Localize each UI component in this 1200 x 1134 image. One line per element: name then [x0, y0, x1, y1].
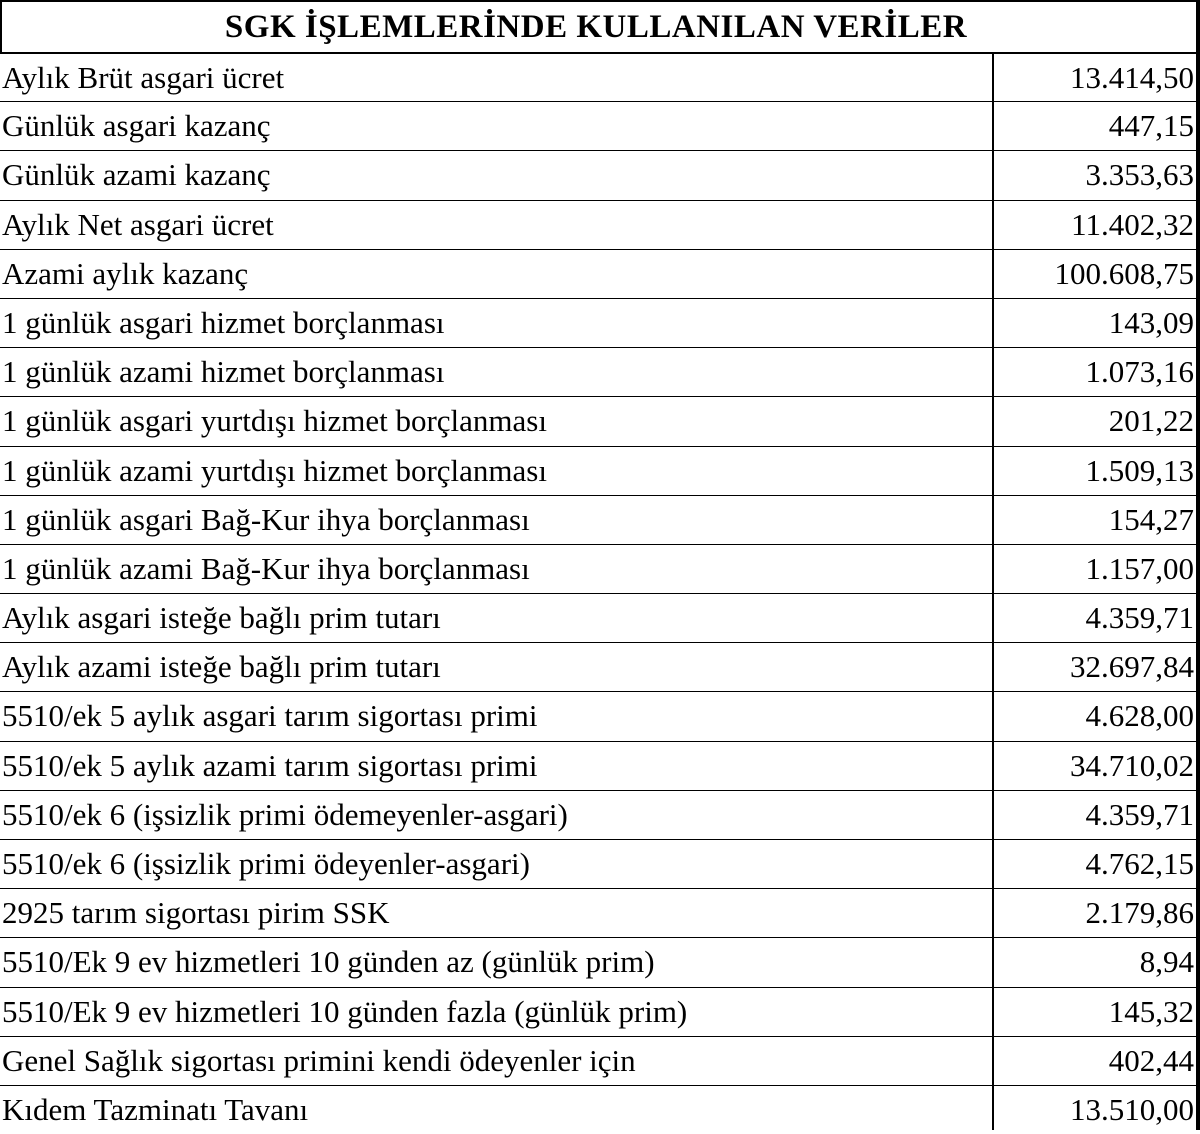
table-row [0, 790, 1196, 839]
column-divider [992, 52, 994, 1130]
row-label: Aylık Net asgari ücret [2, 206, 274, 242]
row-label: 5510/Ek 9 ev hizmetleri 10 günden fazla (günlük prim) [2, 993, 688, 1029]
table-row [0, 495, 1196, 544]
row-label: Günlük azami kazanç [2, 157, 271, 193]
row-label: 5510/ek 6 (işsizlik primi ödeyenler-asgari) [2, 846, 530, 881]
row-label: 2925 tarım sigortası pirim SSK [2, 895, 390, 931]
row-value: 2.179,86 [1085, 895, 1194, 931]
row-value: 402,44 [1108, 1042, 1194, 1078]
row-label: Aylık azami isteğe bağlı prim tutarı [2, 649, 441, 685]
row-value: 447,15 [1108, 108, 1194, 144]
table-row [0, 937, 1196, 986]
table-body [0, 52, 1196, 1134]
row-label: Günlük asgari kazanç [2, 108, 271, 144]
row-value: 4.359,71 [1085, 796, 1194, 832]
table-row [0, 150, 1196, 199]
row-value: 154,27 [1108, 501, 1194, 537]
row-label: 1 günlük asgari Bağ-Kur ihya borçlanması [2, 501, 530, 537]
row-value: 4.628,00 [1085, 698, 1194, 734]
table-row [0, 839, 1196, 888]
table-title-row [0, 0, 1200, 52]
row-value: 13.414,50 [1070, 60, 1194, 95]
row-label: 1 günlük azami Bağ-Kur ihya borçlanması [2, 550, 530, 586]
row-value: 34.710,02 [1070, 747, 1194, 783]
table-row [0, 593, 1196, 642]
row-label: 5510/ek 6 (işsizlik primi ödemeyenler-asgari) [2, 796, 568, 832]
row-label: 1 günlük asgari hizmet borçlanması [2, 304, 445, 340]
row-value: 1.073,16 [1085, 354, 1194, 390]
table-row [0, 1036, 1196, 1085]
row-label: Azami aylık kazanç [2, 255, 249, 291]
table-row [0, 396, 1196, 445]
table-row [0, 544, 1196, 593]
row-label: 5510/Ek 9 ev hizmetleri 10 günden az (günlük prim) [2, 944, 655, 980]
row-value: 4.762,15 [1085, 846, 1194, 881]
row-value: 8,94 [1139, 944, 1194, 980]
row-label: 1 günlük asgari yurtdışı hizmet borçlanması [2, 403, 547, 439]
row-value: 11.402,32 [1071, 206, 1194, 242]
row-value: 145,32 [1108, 993, 1194, 1029]
row-value: 201,22 [1108, 403, 1194, 439]
table-row [0, 987, 1196, 1036]
table-row [0, 200, 1196, 249]
row-label: Genel Sağlık sigortası primini kendi ödeyenler için [2, 1042, 636, 1078]
table-row [0, 298, 1196, 347]
row-value: 4.359,71 [1085, 600, 1194, 636]
row-label: Kıdem Tazminatı Tavanı [2, 1091, 309, 1127]
table-row [0, 101, 1196, 150]
row-label: Aylık asgari isteğe bağlı prim tutarı [2, 600, 441, 636]
row-label: 1 günlük azami yurtdışı hizmet borçlanması [2, 452, 547, 488]
table-row [0, 691, 1196, 740]
table-row [0, 1085, 1196, 1134]
table-row [0, 888, 1196, 937]
table-right-border [1196, 0, 1200, 1130]
row-label: 5510/ek 5 aylık azami tarım sigortası primi [2, 747, 538, 783]
row-value: 100.608,75 [1054, 255, 1194, 291]
table-row [0, 52, 1196, 101]
table-title: SGK İŞLEMLERİNDE KULLANILAN VERİLER [224, 8, 968, 45]
table-row [0, 741, 1196, 790]
row-label: Aylık Brüt asgari ücret [2, 60, 285, 95]
table-row [0, 249, 1196, 298]
row-value: 143,09 [1108, 304, 1194, 340]
row-value: 32.697,84 [1070, 649, 1194, 685]
row-label: 1 günlük azami hizmet borçlanması [2, 354, 445, 390]
row-value: 13.510,00 [1070, 1091, 1194, 1127]
table-row [0, 347, 1196, 396]
row-value: 3.353,63 [1085, 157, 1194, 193]
row-value: 1.157,00 [1085, 550, 1194, 586]
table-row [0, 642, 1196, 691]
row-value: 1.509,13 [1085, 452, 1194, 488]
table-row [0, 446, 1196, 495]
row-label: 5510/ek 5 aylık asgari tarım sigortası primi [2, 698, 538, 734]
